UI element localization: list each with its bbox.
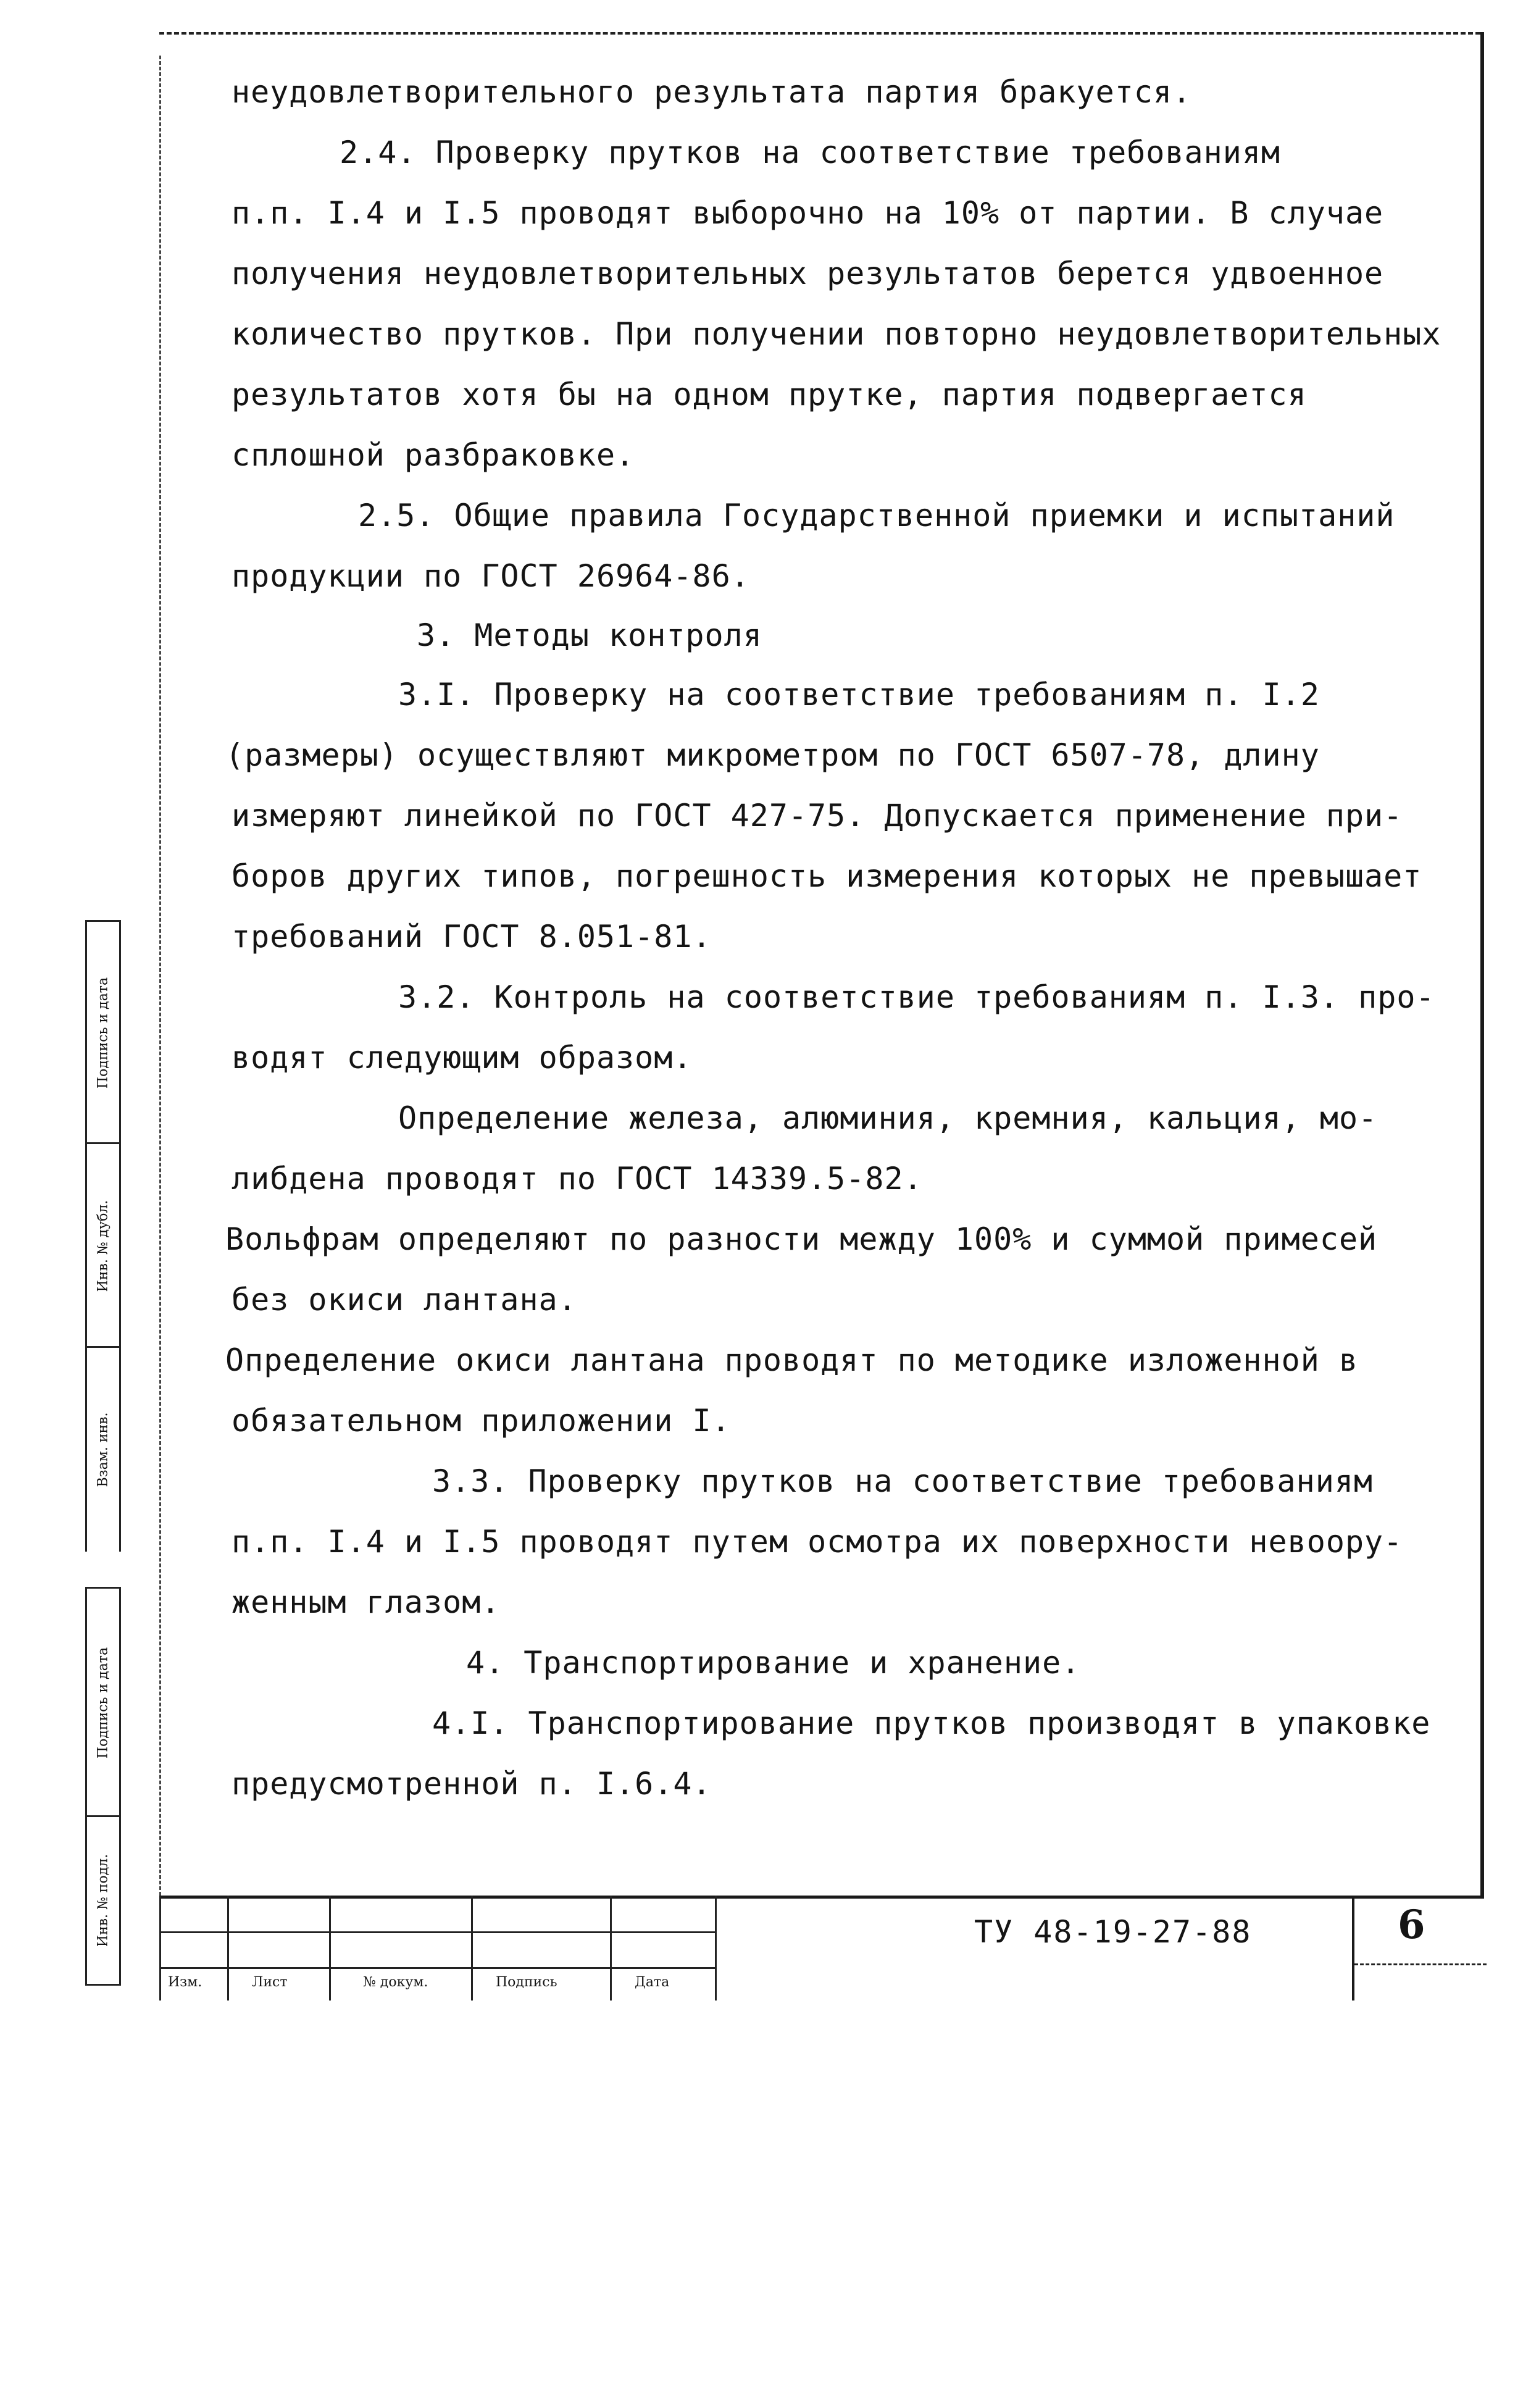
sheet-number: 6	[1398, 1902, 1425, 1948]
body-line: женным глазом.	[232, 1584, 501, 1620]
section-3-2: 3.2. Контроль на соответствие требованиям п. I.3. про-	[398, 979, 1435, 1015]
side-label: Инв. № подл.	[95, 1854, 111, 1947]
body-line: обязательном приложении I.	[232, 1403, 731, 1439]
stamp-col-list: Лист	[252, 1975, 288, 1990]
document-code: ТУ 48-19-27-88	[974, 1914, 1252, 1950]
body-line: п.п. I.4 и I.5 проводят выборочно на 10% от партии. В случае	[232, 195, 1384, 231]
body-line: продукции по ГОСТ 26964-86.	[232, 558, 750, 594]
frame-left-border	[159, 56, 161, 1896]
body-line: боров других типов, погрешность измерения которых не превышает	[232, 858, 1422, 894]
body-line: Определение окиси лантана проводят по методике изложенной в	[225, 1342, 1359, 1378]
stamp-col-podpis: Подпись	[496, 1975, 557, 1990]
side-label: Подпись и дата	[95, 977, 111, 1089]
side-cell-sign-date-1	[85, 920, 121, 1144]
title-block	[159, 1896, 1484, 2000]
body-line: результатов хотя бы на одном прутке, партия подвергается	[232, 377, 1307, 412]
body-line: измеряют линейкой по ГОСТ 427-75. Допускается применение при-	[232, 798, 1403, 834]
stamp-col-ndok: № докум.	[363, 1975, 428, 1990]
body-line: требований ГОСТ 8.051-81.	[232, 919, 712, 955]
side-label: Взам. инв.	[95, 1412, 111, 1487]
revision-table	[159, 1896, 715, 2000]
body-line: сплошной разбраковке.	[232, 437, 635, 473]
side-cell-sign-date-2	[85, 1587, 121, 1817]
side-cell-vzam-inv	[85, 1346, 121, 1552]
frame-right-border	[1480, 32, 1484, 1897]
body-line: водят следующим образом.	[232, 1040, 693, 1076]
body-line: неудовлетворительного результата партия бракуется.	[232, 74, 1192, 110]
side-label: Подпись и дата	[95, 1647, 111, 1759]
stamp-col-izm: Изм.	[168, 1975, 202, 1990]
section-4-heading: 4. Транспортирование и хранение.	[466, 1645, 1081, 1681]
section-3-heading: 3. Методы контроля	[417, 617, 762, 653]
body-line: Вольфрам определяют по разности между 100% и суммой примесей	[225, 1221, 1378, 1257]
section-4-1: 4.I. Транспортирование прутков производят в упаковке	[432, 1705, 1431, 1741]
binding-strip	[85, 920, 117, 2408]
sheet-box	[1352, 1896, 1487, 2000]
body-line: предусмотренной п. I.6.4.	[232, 1766, 712, 1802]
body-line: без окиси лантана.	[232, 1282, 577, 1318]
body-line: количество прутков. При получении повторно неудовлетворительных	[232, 316, 1441, 352]
body-line: п.п. I.4 и I.5 проводят путем осмотра их поверхности невоору-	[232, 1524, 1403, 1560]
side-label: Инв. № дубл.	[95, 1200, 111, 1292]
section-3-3: 3.3. Проверку прутков на соответствие требованиям	[432, 1463, 1374, 1499]
section-3-1: 3.I. Проверку на соответствие требованиям п. I.2	[398, 677, 1320, 713]
section-2-5: 2.5. Общие правила Государственной приемки и испытаний	[358, 498, 1395, 533]
body-line: либдена проводят по ГОСТ 14339.5-82.	[232, 1161, 923, 1197]
section-2-4: 2.4. Проверку прутков на соответствие требованиям	[340, 135, 1281, 170]
side-cell-inv-dubl	[85, 1142, 121, 1348]
side-cell-inv-podl	[85, 1815, 121, 1986]
body-line: (размеры) осуществляют микрометром по ГОСТ 6507-78, длину	[225, 737, 1320, 773]
stamp-col-data: Дата	[635, 1975, 670, 1990]
frame-top-border	[159, 32, 1480, 35]
body-line: получения неудовлетворительных результатов берется удвоенное	[232, 256, 1384, 291]
body-line: Определение железа, алюминия, кремния, кальция, мо-	[398, 1100, 1378, 1136]
